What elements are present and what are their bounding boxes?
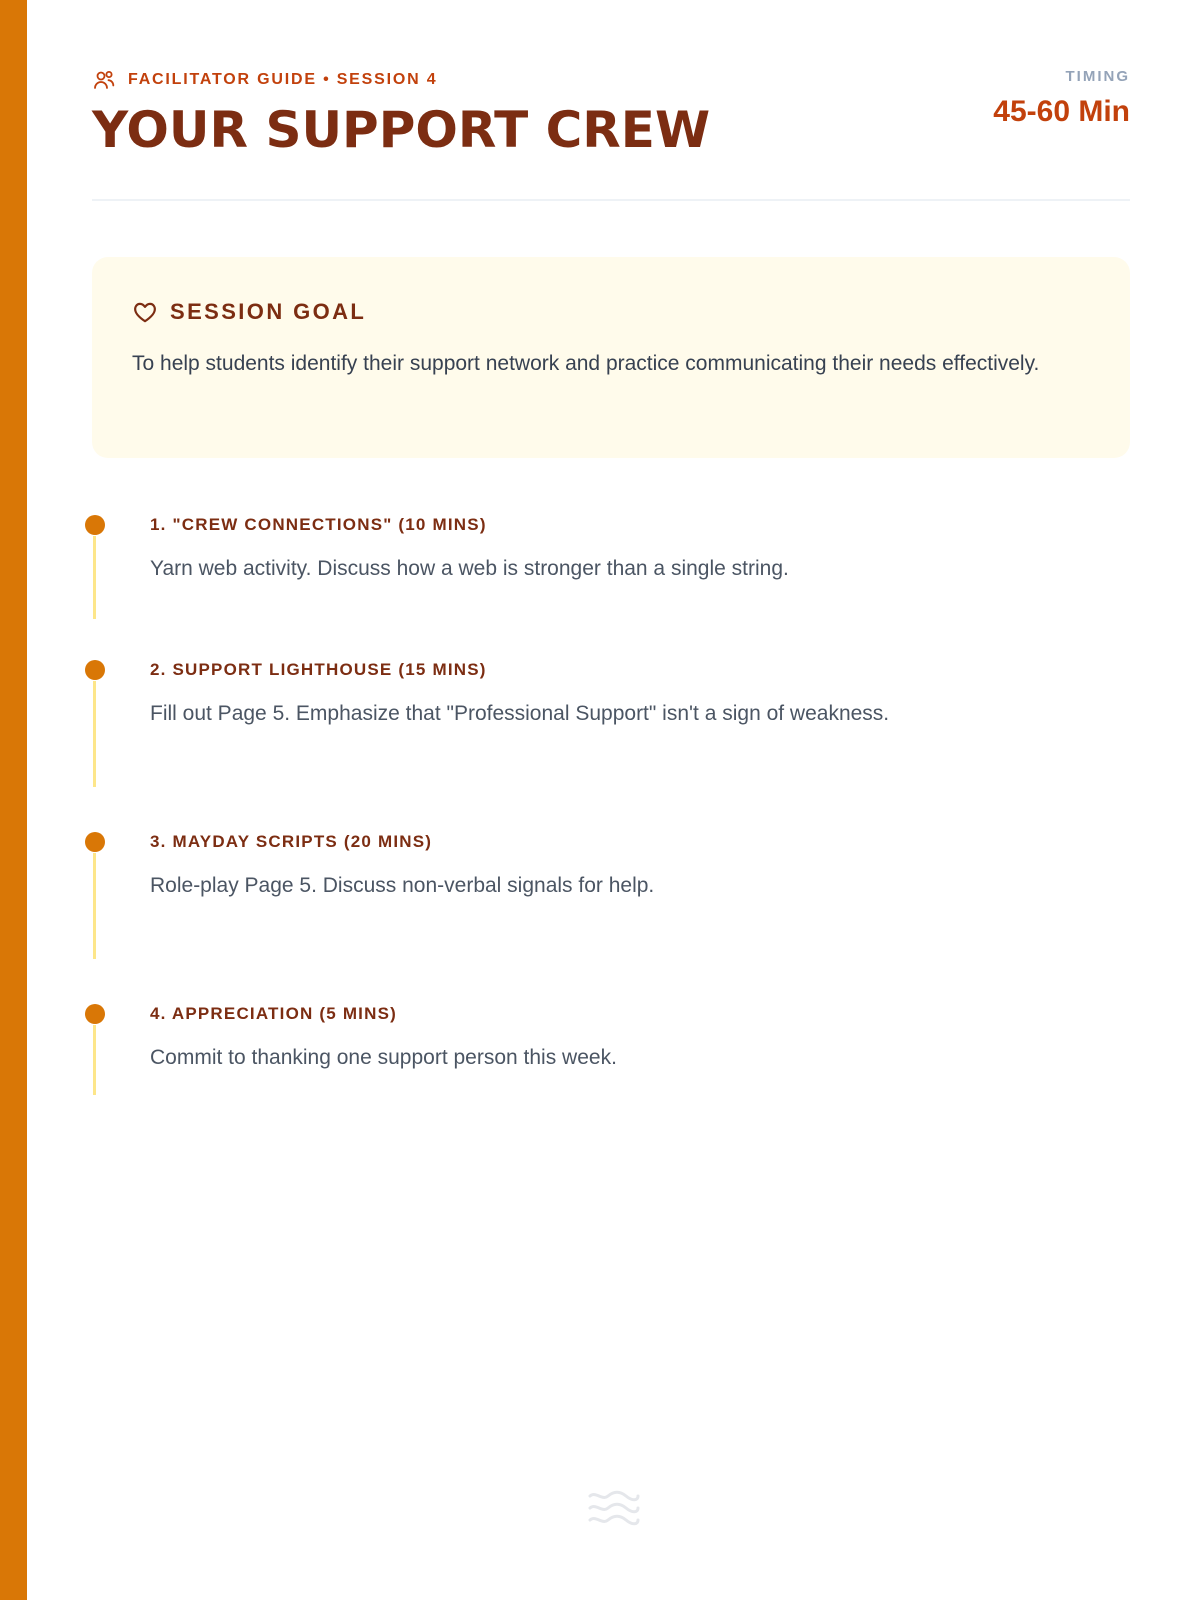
step-title: 1. "CREW CONNECTIONS" (10 MINS) [150,515,487,534]
timing-label: TIMING [1065,68,1130,85]
timeline-dot [85,832,105,852]
step-title: 4. APPRECIATION (5 MINS) [150,1004,397,1023]
step-description: Role-play Page 5. Discuss non-verbal signals for help. [150,874,655,897]
timeline-line [93,853,96,959]
timing-value: 45-60 Min [993,95,1130,128]
step-description: Fill out Page 5. Emphasize that "Professional Support" isn't a sign of weakness. [150,702,890,725]
step-title: 2. SUPPORT LIGHTHOUSE (15 MINS) [150,660,487,679]
step-description: Yarn web activity. Discuss how a web is stronger than a single string. [150,557,789,580]
header-divider [92,199,1130,201]
timeline-dot [85,660,105,680]
accent-bar [0,0,27,1600]
timeline-line [93,681,96,787]
waves-icon [588,1488,640,1528]
timeline-line [93,1025,96,1095]
guide-label [92,68,437,92]
page-title: YOUR SUPPORT CREW [92,101,711,159]
step-description: Commit to thanking one support person this week. [150,1046,617,1069]
users-icon [92,68,116,92]
step-title: 3. MAYDAY SCRIPTS (20 MINS) [150,832,433,851]
timeline-dot [85,1004,105,1024]
timeline-line [93,536,96,619]
session-goal-text: To help students identify their support network and practice communicating their needs effectively. [132,352,1040,375]
timeline-step [82,829,1130,1001]
session-goal-card [92,257,1130,458]
timing-block [993,68,1130,129]
guide-session-text: FACILITATOR GUIDE • SESSION 4 [128,71,438,88]
timeline-step [82,1001,1130,1101]
session-goal-title: SESSION GOAL [170,299,367,324]
timeline-dot [85,515,105,535]
timeline-step [82,512,1130,657]
heart-icon [132,299,158,325]
timeline-step [82,657,1130,829]
session-goal-heading [132,295,1090,329]
session-timeline [82,512,1130,1101]
page-header [92,64,1130,204]
